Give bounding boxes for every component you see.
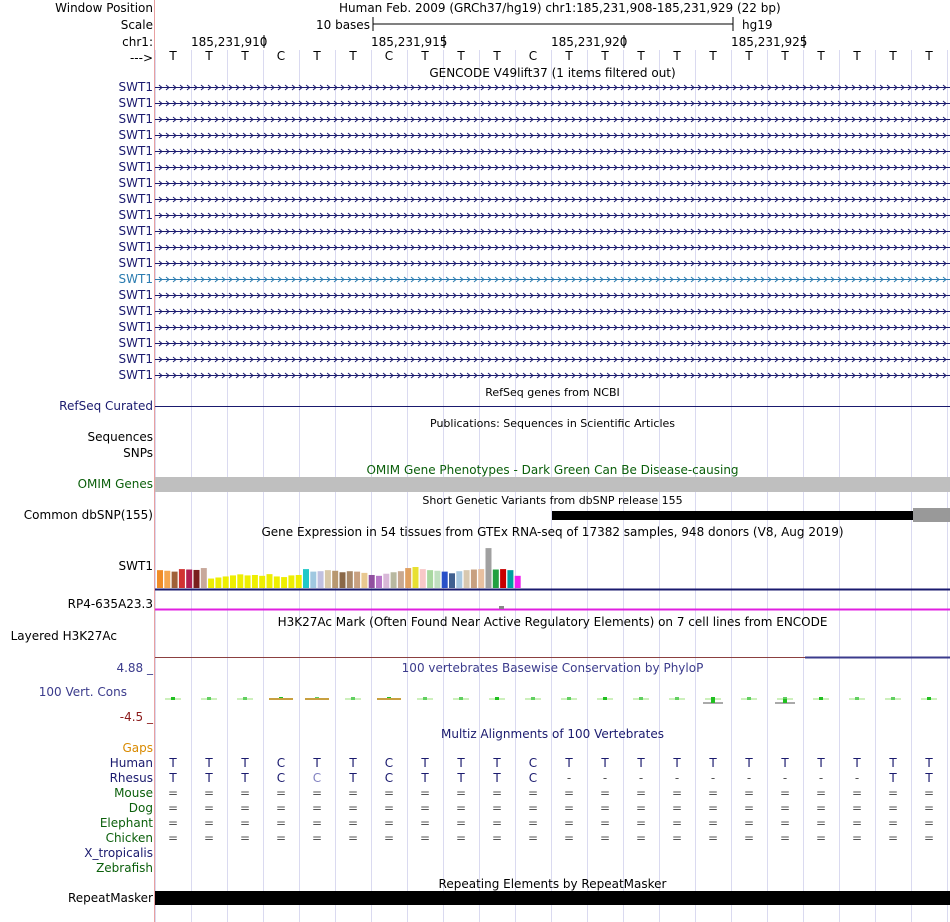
conservation-label[interactable]: 100 Vert. Cons: [38, 685, 127, 699]
multiz-base: T: [169, 756, 177, 770]
conservation-ymax: 4.88 _: [116, 661, 153, 675]
gencode-gene-label[interactable]: SWT1: [118, 256, 153, 270]
gencode-gene-label[interactable]: SWT1: [118, 80, 153, 94]
multiz-base: =: [779, 831, 791, 845]
scale-bar-assembly: hg19: [742, 18, 773, 32]
multiz-base: =: [743, 831, 755, 845]
h3k27ac-title: H3K27Ac Mark (Often Found Near Active Regulatory Elements) on 7 cell lines from ENCODE: [277, 615, 828, 629]
multiz-base: T: [313, 756, 321, 770]
multiz-base: =: [779, 786, 791, 800]
gtex-tissue-bar: [442, 572, 448, 588]
multiz-base: T: [673, 756, 681, 770]
multiz-base: T: [205, 756, 213, 770]
multiz-base: =: [599, 801, 611, 815]
conservation-score: [243, 697, 247, 700]
gencode-gene-label[interactable]: SWT1: [118, 160, 153, 174]
multiz-base: T: [781, 756, 789, 770]
conservation-score: [639, 697, 643, 700]
conservation-score: [783, 699, 787, 703]
multiz-base: -: [638, 771, 644, 785]
gtex-tissue-bar: [194, 570, 200, 588]
multiz-base: =: [779, 816, 791, 830]
multiz-base: =: [203, 801, 215, 815]
multiz-base: =: [419, 786, 431, 800]
strand-label: --->: [129, 51, 153, 65]
dna-base: T: [601, 49, 609, 63]
dna-base: T: [565, 49, 573, 63]
dna-base: T: [745, 49, 753, 63]
conservation-score: [675, 697, 679, 700]
gtex-tissue-bar: [507, 570, 513, 588]
multiz-base: =: [527, 816, 539, 830]
multiz-base: T: [241, 756, 249, 770]
gtex-tissue-bar: [274, 576, 280, 588]
gtex-tissue-bar: [361, 573, 367, 588]
multiz-base: =: [347, 816, 359, 830]
multiz-species-label[interactable]: Elephant: [99, 816, 153, 830]
multiz-base: =: [779, 801, 791, 815]
multiz-base: =: [815, 831, 827, 845]
conservation-score: [171, 697, 175, 700]
multiz-base: =: [203, 816, 215, 830]
gtex-tissue-bar: [288, 575, 294, 588]
multiz-base: C: [384, 756, 394, 770]
multiz-base: C: [312, 771, 322, 785]
multiz-base: =: [311, 801, 323, 815]
gtex-tissue-bar: [478, 569, 484, 588]
coord-label-2: 185,231,915: [371, 35, 448, 49]
multiz-base: =: [527, 831, 539, 845]
dna-base: T: [925, 49, 933, 63]
gtex-second-label[interactable]: RP4-635A23.3: [67, 597, 153, 611]
gencode-gene-label[interactable]: SWT1: [118, 288, 153, 302]
multiz-base: -: [782, 771, 788, 785]
multiz-base: T: [889, 771, 897, 785]
multiz-base: =: [167, 831, 179, 845]
conservation-score: [891, 697, 895, 700]
multiz-base: =: [923, 786, 935, 800]
multiz-base: =: [563, 816, 575, 830]
conservation-score: [351, 697, 355, 700]
multiz-base: T: [169, 771, 177, 785]
gtex-tissue-bar: [186, 570, 192, 588]
multiz-species-label[interactable]: Chicken: [105, 831, 153, 845]
multiz-base: T: [745, 756, 753, 770]
conservation-score: [531, 697, 535, 700]
gtex-tissue-bar: [303, 569, 309, 588]
multiz-base: -: [710, 771, 716, 785]
gtex-tissue-bar: [318, 571, 324, 588]
repeatmasker-label[interactable]: RepeatMasker: [67, 891, 153, 905]
multiz-base: =: [599, 786, 611, 800]
gencode-gene-label[interactable]: SWT1: [118, 368, 153, 382]
multiz-base: =: [419, 831, 431, 845]
multiz-base: =: [815, 801, 827, 815]
multiz-base: =: [383, 786, 395, 800]
multiz-base: =: [347, 801, 359, 815]
publications-snps-label[interactable]: SNPs: [123, 446, 153, 460]
multiz-base: =: [311, 786, 323, 800]
conservation-score: [207, 697, 211, 700]
multiz-base: C: [276, 771, 286, 785]
multiz-base: =: [923, 816, 935, 830]
gencode-gene-label[interactable]: SWT1: [118, 240, 153, 254]
multiz-base: =: [923, 831, 935, 845]
multiz-base: =: [239, 816, 251, 830]
multiz-base: =: [563, 786, 575, 800]
dna-base: T: [493, 49, 501, 63]
multiz-base: =: [707, 801, 719, 815]
conservation-score: [603, 697, 607, 700]
multiz-base: =: [707, 786, 719, 800]
dna-base: C: [276, 49, 286, 63]
omim-label[interactable]: OMIM Genes: [77, 477, 153, 491]
dbsnp-label[interactable]: Common dbSNP(155): [23, 508, 153, 522]
multiz-base: =: [347, 786, 359, 800]
gtex-tissue-bar: [172, 572, 178, 588]
multiz-base: =: [635, 816, 647, 830]
conservation-score: [747, 697, 751, 700]
dna-base: C: [384, 49, 394, 63]
gtex-tissue-bar: [267, 574, 273, 588]
multiz-base: =: [347, 831, 359, 845]
multiz-base: T: [349, 756, 357, 770]
multiz-base: =: [671, 816, 683, 830]
multiz-species-label[interactable]: Mouse: [114, 786, 153, 800]
dna-base: T: [853, 49, 861, 63]
multiz-base: =: [815, 816, 827, 830]
dbsnp-title: Short Genetic Variants from dbSNP release 155: [422, 494, 683, 507]
browser-title: Human Feb. 2009 (GRCh37/hg19) chr1:185,231,908-185,231,929 (22 bp): [339, 1, 781, 15]
gencode-gene-label[interactable]: SWT1: [118, 304, 153, 318]
gencode-gene-label[interactable]: SWT1: [118, 176, 153, 190]
multiz-species-label[interactable]: Zebrafish: [96, 861, 153, 875]
multiz-base: C: [276, 756, 286, 770]
gtex-tissue-bar: [215, 578, 221, 589]
multiz-base: =: [455, 801, 467, 815]
gencode-gene-label[interactable]: SWT1: [118, 352, 153, 366]
chrom-label: chr1:: [122, 35, 153, 49]
multiz-base: =: [275, 786, 287, 800]
multiz-base: =: [275, 816, 287, 830]
multiz-base: C: [384, 771, 394, 785]
dna-base: T: [205, 49, 213, 63]
conservation-score: [459, 697, 463, 700]
scale-bar-text: 10 bases: [316, 18, 370, 32]
multiz-base: T: [565, 756, 573, 770]
multiz-base: =: [707, 816, 719, 830]
gtex-tissue-bar: [515, 576, 521, 588]
multiz-base: T: [457, 756, 465, 770]
multiz-base: -: [602, 771, 608, 785]
dna-base: T: [817, 49, 825, 63]
window-position-label[interactable]: Window Position: [55, 1, 153, 15]
gtex-tissue-bar: [230, 575, 236, 588]
gtex-tissue-bar: [464, 570, 470, 588]
conservation-score: [819, 697, 823, 700]
coord-label-3: 185,231,920: [551, 35, 628, 49]
gtex-tissue-bar: [493, 570, 499, 588]
publications-title: Publications: Sequences in Scientific Articles: [430, 417, 675, 430]
dna-base: T: [457, 49, 465, 63]
gencode-gene-label[interactable]: SWT1: [118, 336, 153, 350]
multiz-base: =: [239, 801, 251, 815]
gtex-tissue-bar: [259, 576, 265, 588]
conservation-score: [711, 699, 715, 703]
repeatmasker-bar: [155, 891, 950, 905]
gencode-gene-label[interactable]: SWT1: [118, 112, 153, 126]
conservation-ymin: -4.5 _: [119, 710, 153, 724]
multiz-base: =: [815, 786, 827, 800]
multiz-base: =: [275, 801, 287, 815]
gtex-tissue-bar: [157, 570, 163, 588]
gtex-tissue-bar: [413, 567, 419, 588]
multiz-species-label[interactable]: X_tropicalis: [84, 846, 153, 860]
multiz-base: =: [671, 801, 683, 815]
gtex-tissue-bar: [471, 570, 477, 588]
multiz-base: =: [383, 831, 395, 845]
gencode-gene-label[interactable]: SWT1: [118, 272, 153, 286]
conservation-score: [927, 697, 931, 700]
gtex-tissue-bar: [369, 575, 375, 588]
gtex-tissue-bar: [201, 568, 207, 588]
coord-label-1: 185,231,910: [191, 35, 268, 49]
gencode-gene-label[interactable]: SWT1: [118, 96, 153, 110]
multiz-base: =: [527, 786, 539, 800]
multiz-base: T: [493, 756, 501, 770]
multiz-species-label[interactable]: Dog: [128, 801, 153, 815]
dbsnp-variant-gray: [913, 508, 950, 522]
multiz-base: =: [419, 816, 431, 830]
dna-base: T: [349, 49, 357, 63]
multiz-base: =: [851, 786, 863, 800]
multiz-base: =: [383, 816, 395, 830]
multiz-base: =: [599, 831, 611, 845]
dna-base: C: [528, 49, 538, 63]
multiz-base: =: [491, 786, 503, 800]
multiz-base: T: [709, 756, 717, 770]
multiz-base: =: [167, 786, 179, 800]
gtex-tissue-bar: [245, 575, 251, 588]
gtex-tissue-bar: [383, 574, 389, 588]
gencode-gene-label[interactable]: SWT1: [118, 128, 153, 142]
multiz-base: T: [241, 771, 249, 785]
gtex-gene-label[interactable]: SWT1: [118, 559, 153, 573]
multiz-base: =: [491, 816, 503, 830]
dna-base: T: [673, 49, 681, 63]
multiz-base: =: [851, 801, 863, 815]
gencode-gene-label[interactable]: SWT1: [118, 208, 153, 222]
multiz-base: =: [239, 831, 251, 845]
multiz-base: =: [887, 786, 899, 800]
multiz-base: =: [383, 801, 395, 815]
gtex-tissue-bar: [179, 569, 185, 588]
gtex-tissue-bar: [486, 548, 492, 588]
gtex-title: Gene Expression in 54 tissues from GTEx RNA-seq of 17382 samples, 948 donors (V8, Aug 2019): [261, 525, 844, 539]
omim-title: OMIM Gene Phenotypes - Dark Green Can Be Disease-causing: [366, 463, 739, 477]
multiz-base: T: [925, 756, 933, 770]
gencode-gene-label[interactable]: SWT1: [118, 144, 153, 158]
gencode-title: GENCODE V49lift37 (1 items filtered out): [429, 66, 676, 80]
multiz-base: T: [817, 756, 825, 770]
multiz-base: T: [637, 756, 645, 770]
multiz-base: =: [887, 816, 899, 830]
multiz-base: T: [205, 771, 213, 785]
track-label-column: [0, 0, 153, 922]
conservation-title: 100 vertebrates Basewise Conservation by PhyloP: [401, 661, 704, 675]
multiz-base: =: [563, 801, 575, 815]
gtex-second-bar: [499, 606, 504, 609]
multiz-base: T: [421, 771, 429, 785]
dna-base: T: [169, 49, 177, 63]
gtex-tissue-bar: [223, 576, 229, 588]
multiz-base: T: [349, 771, 357, 785]
gtex-tissue-bar: [310, 572, 316, 588]
h3k27ac-label[interactable]: Layered H3K27Ac: [10, 629, 117, 643]
multiz-base: =: [275, 831, 287, 845]
multiz-base: =: [239, 786, 251, 800]
gtex-tissue-bar: [376, 576, 382, 588]
dna-base: T: [709, 49, 717, 63]
multiz-title: Multiz Alignments of 100 Vertebrates: [440, 727, 665, 741]
multiz-base: =: [203, 786, 215, 800]
gtex-tissue-bar: [500, 569, 506, 588]
repeatmasker-title: Repeating Elements by RepeatMasker: [438, 877, 667, 891]
gtex-tissue-bar: [347, 571, 353, 588]
gtex-tissue-bar: [427, 570, 433, 588]
multiz-base: =: [455, 816, 467, 830]
gencode-gene-label[interactable]: SWT1: [118, 192, 153, 206]
conservation-score: [495, 697, 499, 700]
gtex-tissue-bar: [434, 571, 440, 588]
coord-label-4: 185,231,925: [731, 35, 808, 49]
multiz-base: =: [851, 816, 863, 830]
multiz-base: =: [923, 801, 935, 815]
gtex-tissue-bar: [252, 575, 258, 588]
multiz-base: =: [635, 831, 647, 845]
gencode-gene-label[interactable]: SWT1: [118, 320, 153, 334]
multiz-species-label[interactable]: Human: [109, 756, 153, 770]
multiz-base: =: [635, 786, 647, 800]
dna-base: T: [241, 49, 249, 63]
gtex-tissue-bar: [332, 571, 338, 588]
multiz-base: =: [671, 786, 683, 800]
dna-base: T: [889, 49, 897, 63]
gtex-tissue-bar: [237, 574, 243, 588]
multiz-base: T: [421, 756, 429, 770]
dbsnp-variant-bar: [552, 511, 950, 520]
multiz-base: =: [203, 831, 215, 845]
multiz-base: =: [743, 786, 755, 800]
refseq-label[interactable]: RefSeq Curated: [59, 399, 153, 413]
gtex-tissue-bar: [456, 571, 462, 588]
gtex-tissue-bar: [449, 573, 455, 588]
multiz-base: =: [311, 816, 323, 830]
browser-image[interactable]: [155, 0, 950, 922]
refseq-title: RefSeq genes from NCBI: [485, 386, 620, 399]
gaps-label[interactable]: Gaps: [122, 741, 153, 755]
multiz-base: =: [851, 831, 863, 845]
multiz-base: =: [707, 831, 719, 845]
multiz-base: =: [167, 801, 179, 815]
multiz-base: -: [818, 771, 824, 785]
multiz-base: -: [566, 771, 572, 785]
gtex-tissue-bar: [391, 572, 397, 588]
dna-base: T: [421, 49, 429, 63]
gtex-tissue-bar: [164, 571, 170, 588]
dna-base: T: [313, 49, 321, 63]
multiz-base: =: [599, 816, 611, 830]
gtex-tissue-bar: [325, 570, 331, 588]
multiz-base: =: [419, 801, 431, 815]
conservation-score: [567, 697, 571, 700]
multiz-base: T: [889, 756, 897, 770]
publications-sequences-label[interactable]: Sequences: [87, 430, 153, 444]
multiz-base: T: [457, 771, 465, 785]
gtex-tissue-bar: [281, 577, 287, 588]
gtex-tissue-bar: [420, 569, 426, 588]
multiz-base: =: [167, 816, 179, 830]
multiz-base: =: [455, 786, 467, 800]
dna-base: T: [781, 49, 789, 63]
scale-label[interactable]: Scale: [120, 18, 153, 32]
multiz-base: =: [887, 801, 899, 815]
dna-base: T: [637, 49, 645, 63]
multiz-species-label[interactable]: Rhesus: [109, 771, 153, 785]
gtex-tissue-bar: [208, 579, 214, 588]
gtex-tissue-bar: [398, 571, 404, 588]
multiz-base: -: [674, 771, 680, 785]
gencode-gene-label[interactable]: SWT1: [118, 224, 153, 238]
multiz-base: T: [601, 756, 609, 770]
multiz-base: T: [853, 756, 861, 770]
multiz-base: C: [528, 756, 538, 770]
multiz-base: =: [563, 831, 575, 845]
conservation-score: [423, 697, 427, 700]
multiz-base: =: [671, 831, 683, 845]
multiz-base: -: [746, 771, 752, 785]
multiz-base: =: [455, 831, 467, 845]
multiz-base: T: [493, 771, 501, 785]
conservation-score: [855, 697, 859, 700]
multiz-base: =: [635, 801, 647, 815]
omim-bar: [155, 477, 950, 492]
gtex-tissue-bar: [340, 572, 346, 588]
multiz-base: -: [854, 771, 860, 785]
gtex-tissue-bar: [296, 575, 302, 588]
multiz-base: =: [887, 831, 899, 845]
multiz-base: =: [311, 831, 323, 845]
multiz-base: C: [528, 771, 538, 785]
multiz-base: =: [491, 831, 503, 845]
multiz-base: =: [527, 801, 539, 815]
multiz-base: =: [743, 816, 755, 830]
multiz-base: =: [491, 801, 503, 815]
gtex-tissue-bar: [405, 568, 411, 588]
multiz-base: =: [743, 801, 755, 815]
gtex-tissue-bar: [354, 572, 360, 588]
multiz-base: T: [925, 771, 933, 785]
